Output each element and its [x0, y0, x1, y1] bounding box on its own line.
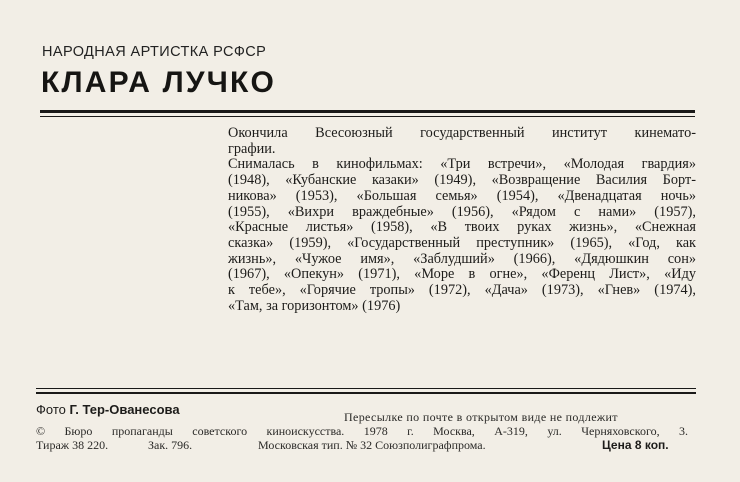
bio-line: графии.	[228, 140, 276, 157]
bio-line: жизнь», «Чужое имя», «Заблудший» (1966), «Дядюшкин сон»	[228, 250, 696, 267]
bottom-divider-thin	[36, 388, 696, 389]
bio-line: (1948), «Кубанские казаки» (1949), «Возвращение Василия Борт-	[228, 172, 696, 189]
price: Цена 8 коп.	[602, 438, 669, 452]
bio-line: к тебе», «Горячие тропы» (1972), «Дача» (1973), «Гнев» (1974),	[228, 282, 696, 299]
bio-line: «Красные листья» (1958), «В твоих руках жизнь», «Снежная	[228, 219, 696, 236]
top-divider-thin	[40, 116, 695, 117]
printer-name: Московская тип. № 32 Союзполиграфпрома.	[258, 438, 486, 452]
top-divider-thick	[40, 110, 695, 113]
bio-line: «Там, за горизонтом» (1976)	[228, 297, 401, 314]
bio-line: Снималась в кинофильмах: «Три встречи», «Молодая гвардия»	[228, 156, 696, 173]
bio-line: сказка» (1959), «Государственный преступник» (1965), «Год, как	[228, 234, 696, 251]
honorary-title: НАРОДНАЯ АРТИСТКА РСФСР	[42, 44, 267, 60]
postal-note: Пересылке по почте в открытом виде не подлежит	[344, 410, 618, 424]
publisher-imprint: © Бюро пропаганды советского киноискусства. 1978 г. Москва, А-319, ул. Черняховского, 3.	[36, 424, 688, 438]
bio-line: Окончила Всесоюзный государственный институт кинемато-	[228, 125, 696, 141]
bio-line: (1955), «Вихри враждебные» (1956), «Рядом с нами» (1957),	[228, 203, 696, 220]
filmography-paragraph	[228, 157, 696, 314]
photographer-name: Г. Тер-Ованесова	[69, 402, 180, 417]
print-run: Тираж 38 220.	[36, 438, 109, 452]
photo-label: Фото	[36, 402, 66, 417]
order-number: Зак. 796.	[148, 438, 193, 452]
actress-name: КЛАРА ЛУЧКО	[41, 66, 277, 99]
photo-credit	[36, 402, 180, 417]
biography	[228, 126, 696, 314]
bio-line: (1967), «Опекун» (1971), «Море в огне», «Ференц Лист», «Иду	[228, 266, 696, 283]
bio-line: никова» (1953), «Большая семья» (1954), «Двенадцатая ночь»	[228, 187, 696, 204]
education-paragraph	[228, 126, 696, 157]
bottom-divider-thick	[36, 392, 696, 394]
